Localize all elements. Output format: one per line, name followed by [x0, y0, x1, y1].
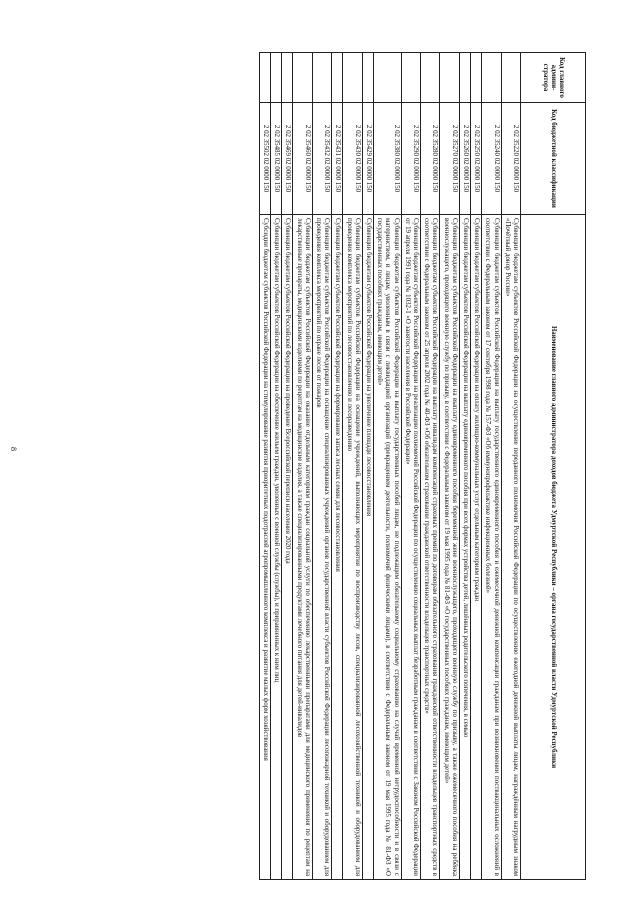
budget-code-cell: 2 02 35430 02 0000 150	[343, 103, 362, 215]
table-row	[470, 53, 481, 880]
table-row	[459, 53, 470, 880]
table-row	[259, 53, 270, 880]
table-row	[293, 53, 312, 880]
table-row	[482, 53, 501, 880]
description-cell: Субсидии бюджетам субъектов Российской Федерации на стимулирование развития приоритетных подотраслей агропромышленного комплекса и развитие малых форм хозяйствования	[259, 215, 270, 880]
description-cell: Субвенции бюджетам субъектов Российской Федерации на оплату жилищно-коммунальных услуг отдельным категориям граждан	[470, 215, 481, 880]
budget-code-cell: 2 02 35290 02 0000 150	[401, 103, 420, 215]
budget-code-cell: 2 02 35485 02 0000 150	[270, 103, 281, 215]
admin-code-cell	[501, 53, 520, 103]
header-admin-code: Код главного админи-стратора	[521, 53, 586, 103]
admin-code-cell	[282, 53, 293, 103]
budget-code-cell: 2 02 35431 02 0000 150	[332, 103, 343, 215]
table-row	[270, 53, 281, 880]
budget-code-cell: 2 02 35502 02 0000 150	[259, 103, 270, 215]
budget-code-cell: 2 02 35270 02 0000 150	[440, 103, 459, 215]
description-cell: Субвенции бюджетам субъектов Российской Федерации на оказание отдельным категориям граждан социальной услуги по обеспечению лекарственными препаратами для медицинского применения по рецептам на лекарственные препараты, медицинскими изделиями по рецептам на медицинские изделия, а также специализированными продуктами лечебного питания для детей-инвалидов	[293, 215, 312, 880]
budget-code-cell: 2 02 35460 02 0000 150	[293, 103, 312, 215]
page-number: 8	[9, 447, 18, 451]
admin-code-cell	[362, 53, 373, 103]
table-row	[501, 53, 520, 880]
header-budget-code: Код бюджетной классификации	[521, 103, 586, 215]
budget-code-cell: 2 02 35469 02 0000 150	[282, 103, 293, 215]
table-body	[259, 53, 520, 880]
admin-code-cell	[440, 53, 459, 103]
description-cell: Субвенции бюджетам субъектов Российской Федерации на обеспечение жильем граждан, уволенных с военной службы (службы), и приравненных к ним лиц	[270, 215, 281, 880]
admin-code-cell	[401, 53, 420, 103]
table-row	[420, 53, 439, 880]
description-cell: Субвенции бюджетам субъектов Российской Федерации на выплату единовременного пособия при всех формах устройства детей, лишённых родительского попечения, в семью	[459, 215, 470, 880]
table-row	[282, 53, 293, 880]
budget-code-cell: 2 02 35429 02 0000 150	[362, 103, 373, 215]
table-row	[362, 53, 373, 880]
description-cell: Субвенции бюджетам субъектов Российской Федерации на проведение Всероссийской переписи населения 2020 года	[282, 215, 293, 880]
budget-code-cell: 2 02 35380 02 0000 150	[373, 103, 401, 215]
admin-code-cell	[259, 53, 270, 103]
budget-code-cell: 2 02 35250 02 0000 150	[470, 103, 481, 215]
table-row	[440, 53, 459, 880]
admin-code-cell	[343, 53, 362, 103]
description-cell: Субвенции бюджетам субъектов Российской Федерации на формирование запаса лесных семян для лесовосстановления	[332, 215, 343, 880]
admin-code-cell	[293, 53, 312, 103]
table-row	[343, 53, 362, 880]
budget-code-cell: 2 02 35240 02 0000 150	[482, 103, 501, 215]
table-row	[401, 53, 420, 880]
admin-code-cell	[420, 53, 439, 103]
description-cell: Субвенции бюджетам субъектов Российской Федерации на выплату единовременного пособия беременной жене военнослужащего, проходящего военную службу по призыву, а также ежемесячного пособия на ребёнка военнослужащего, проходящего военную службу по призыву, в соответствии с Федеральным законом от 19 мая 1995 года № 81-ФЗ «О государственных пособиях гражданам, имеющим детей»	[440, 215, 459, 880]
description-cell: Субвенции бюджетам субъектов Российской Федерации на увеличение площади лесовосстановления	[362, 215, 373, 880]
admin-code-cell	[312, 53, 331, 103]
rotated-page-frame	[57, 52, 586, 879]
table-row	[332, 53, 343, 880]
description-cell: Субвенции бюджетам субъектов Российской Федерации на оснащение специализированных учреждений органов государственной власти субъектов Российской Федерации лесопожарной техникой и оборудованием для проведения комплекса мероприятий по охране лесов от пожаров	[312, 215, 331, 880]
table-row	[373, 53, 401, 880]
budget-code-cell: 2 02 35260 02 0000 150	[459, 103, 470, 215]
description-cell: Субвенции бюджетам субъектов Российской Федерации на осуществление переданного полномочия Российской Федерации по осуществлению ежегодной денежной выплаты лицам, награждённым нагрудным знаком «Почётный донор России»	[501, 215, 520, 880]
budget-code-cell: 2 02 35220 02 0000 150	[501, 103, 520, 215]
admin-code-cell	[332, 53, 343, 103]
description-cell: Субвенции бюджетам субъектов Российской Федерации на выплату инвалидам компенсаций страховых премий по договорам обязательного страхования гражданской ответственности владельцев транспортных средств в соответствии с Федеральным законом от 25 апреля 2002 года № 40-ФЗ «Об обязательном страховании гражданской ответственности владельцев транспортных средств»	[420, 215, 439, 880]
description-cell: Субвенции бюджетам субъектов Российской Федерации на выплату государственных пособий лицам, не подлежащим обязательному социальному страхованию на случай временной нетрудоспособности и в связи с материнством, и лицам, уволенным в связи с ликвидацией организаций (прекращением деятельности, полномочий физическими лицами), в соответствии с Федеральным законом от 19 мая 1995 года № 81-ФЗ «О государственных пособиях гражданам, имеющим детей»	[373, 215, 401, 880]
description-cell: Субвенции бюджетам субъектов Российской Федерации на реализацию полномочий Российской Федерации по осуществлению социальных выплат безработным гражданам в соответствии с Законом Российской Федерации от 19 апреля 1991 года № 1032-1 «О занятости населения в Российской Федерации»	[401, 215, 420, 880]
description-cell: Субвенции бюджетам субъектов Российской Федерации на выплату государственного единовременного пособия и ежемесячной денежной компенсации гражданам при возникновении поствакцинальных осложнений в соответствии с Федеральным законом от 17 сентября 1998 года № 157-ФЗ «Об иммунопрофилактике инфекционных болезней»	[482, 215, 501, 880]
description-cell: Субвенции бюджетам субъектов Российской Федерации на оснащение учреждений, выполняющих мероприятия по воспроизводству лесов, специализированной лесохозяйственной техникой и оборудованием для проведения комплекса мероприятий по лесовосстановлению и лесоразведению	[343, 215, 362, 880]
budget-code-cell: 2 02 35280 02 0000 150	[420, 103, 439, 215]
admin-code-cell	[373, 53, 401, 103]
admin-code-cell	[270, 53, 281, 103]
table-header-row	[521, 53, 586, 880]
admin-code-cell	[482, 53, 501, 103]
budget-code-cell: 2 02 35432 02 0000 150	[312, 103, 331, 215]
revenue-administrators-table	[259, 52, 586, 880]
header-name: Наименование главного администратора доходов бюджета Удмуртской Республики – органа государственной власти Удмуртской Республики	[521, 215, 586, 880]
admin-code-cell	[459, 53, 470, 103]
table-row	[312, 53, 331, 880]
admin-code-cell	[470, 53, 481, 103]
